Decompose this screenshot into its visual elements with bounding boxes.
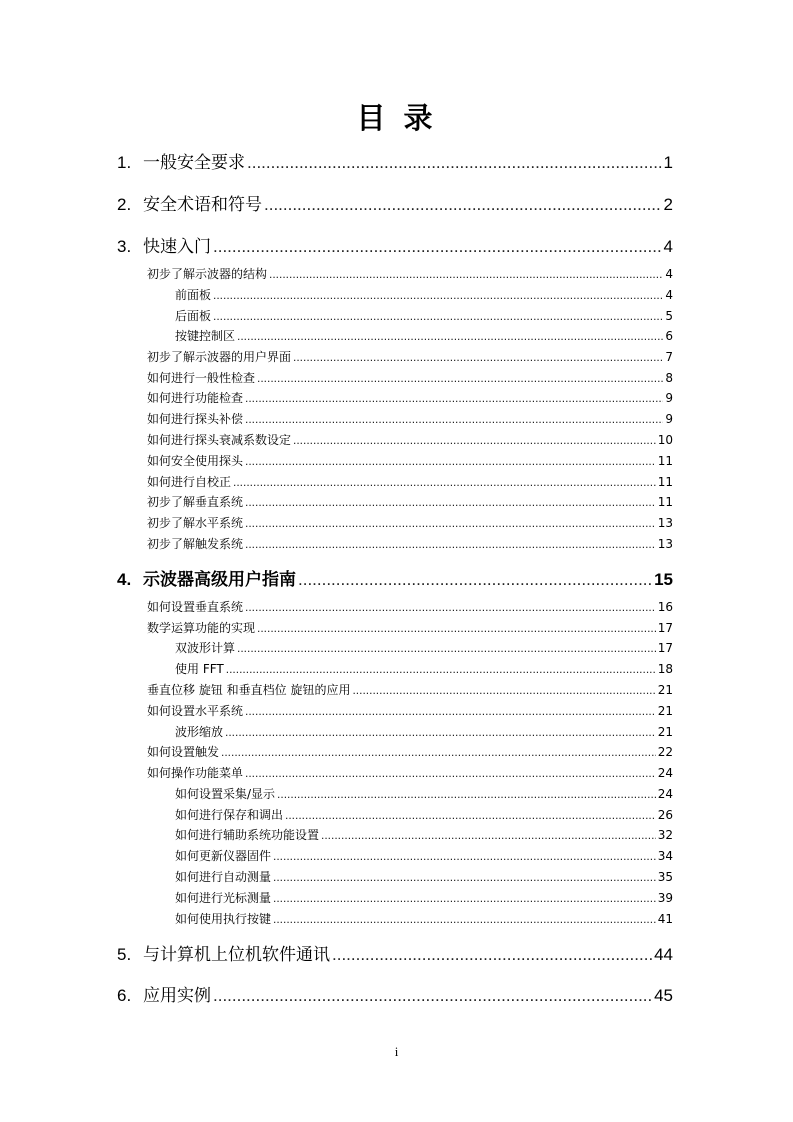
toc-leader [233,475,656,489]
toc-label: 波形缩放 [175,725,224,739]
toc-label: 初步了解示波器的用户界面 [147,350,292,364]
toc-leader [245,391,663,405]
toc-label: 与计算机上位机软件通讯 [143,945,330,964]
toc-section[interactable] [147,410,673,427]
toc-page: 4 [663,237,673,256]
toc-page: 35 [657,870,673,884]
toc-label: 初步了解示波器的结构 [147,267,268,281]
toc-page: 6 [665,329,673,343]
toc-page: 18 [657,662,673,676]
toc-chapter-2[interactable] [117,190,673,215]
toc-leader [293,433,656,447]
toc-leader [213,237,662,257]
toc-leader [245,537,656,551]
toc-section[interactable] [147,764,673,781]
toc-leader [293,350,663,364]
toc-page: 11 [657,495,673,509]
toc-page: 45 [654,986,673,1005]
toc-label: 如何进行功能检查 [147,391,244,405]
toc-page: 17 [657,641,673,655]
toc-label: 初步了解垂直系统 [147,495,244,509]
toc-page: 24 [657,787,673,801]
toc-section[interactable] [147,265,673,282]
toc-label: 如何使用执行按键 [175,912,272,926]
toc-page: 39 [657,891,673,905]
toc-label: 如何设置垂直系统 [147,600,244,614]
toc-label: 如何进行自动测量 [175,870,272,884]
toc-section[interactable] [147,369,673,386]
toc-page: 11 [657,454,673,468]
toc-section[interactable] [147,348,673,365]
toc-subsection[interactable] [175,327,673,344]
toc-leader [221,745,656,759]
toc-label: 示波器高级用户指南 [143,570,296,589]
toc-leader [245,600,656,614]
toc-page: 5 [665,309,673,323]
toc-page: 13 [657,516,673,530]
toc-subsection[interactable] [175,286,673,303]
toc-page: 44 [654,945,673,964]
toc-number: 4. [117,570,132,589]
toc-section[interactable] [147,431,673,448]
toc-chapter-6[interactable] [117,981,673,1006]
toc-section[interactable] [147,473,673,490]
toc-leader [273,870,656,884]
toc-chapter-4[interactable] [117,565,673,590]
toc-page: 9 [665,412,673,426]
toc-leader [277,787,656,801]
toc-label: 初步了解水平系统 [147,516,244,530]
toc-subsection[interactable] [175,806,673,823]
toc-label: 如何设置触发 [147,745,220,759]
toc-label: 使用 FFT [175,662,224,676]
toc-leader [237,641,656,655]
toc-chapter-1[interactable] [117,148,673,173]
toc-leader [245,454,656,468]
toc-label: 双波形计算 [175,641,236,655]
toc-leader [273,849,656,863]
toc-label: 如何进行保存和调出 [175,808,284,822]
toc-page: 2 [663,195,673,214]
toc-section[interactable] [147,452,673,469]
toc-label: 数学运算功能的实现 [147,621,256,635]
toc-page: 11 [657,475,673,489]
toc-leader [257,371,663,385]
toc-number: 3. [117,237,132,256]
toc-page: 4 [665,267,673,281]
toc-subsection[interactable] [175,847,673,864]
toc-label: 一般安全要求 [143,153,245,172]
toc-leader [213,986,652,1006]
toc-leader [269,267,663,281]
toc-chapter-3[interactable] [117,232,673,257]
toc-page: 1 [663,153,673,172]
toc-label: 如何设置采集/显示 [175,787,276,801]
toc-label: 初步了解触发系统 [147,537,244,551]
toc-subsection[interactable] [175,889,673,906]
toc-number: 6. [117,986,132,1005]
toc-page: 26 [657,808,673,822]
toc-label: 如何进行一般性检查 [147,371,256,385]
toc-page: 32 [657,828,673,842]
toc-subsection[interactable] [175,785,673,802]
toc-leader [213,288,663,302]
toc-number: 2. [117,195,132,214]
page-title: 目 录 [356,101,437,135]
toc-label: 如何操作功能菜单 [147,766,244,780]
toc-page: 8 [665,371,673,385]
toc-leader [225,725,656,739]
page-number-footer: i [394,1044,399,1059]
toc-leader [237,329,663,343]
toc-leader [321,828,656,842]
toc-page: 10 [657,433,673,447]
toc-section[interactable] [147,389,673,406]
toc-page: 21 [657,725,673,739]
toc-leader [257,621,656,635]
toc-subsection[interactable] [175,660,673,677]
toc-leader [245,766,656,780]
toc-label: 如何进行光标测量 [175,891,272,905]
toc-page: 16 [657,600,673,614]
toc-leader [352,683,655,697]
toc-leader [273,891,656,905]
toc-leader [285,808,656,822]
toc-section[interactable] [147,681,673,698]
toc-section[interactable] [147,702,673,719]
toc-page: 24 [657,766,673,780]
toc-number: 1. [117,153,132,172]
toc-page: 4 [665,288,673,302]
toc-label: 安全术语和符号 [143,195,262,214]
toc-page: 41 [657,912,673,926]
toc-page: 21 [657,704,673,718]
toc-subsection[interactable] [175,910,673,927]
toc-leader [245,495,656,509]
toc-label: 如何进行探头衰减系数设定 [147,433,292,447]
toc-section[interactable] [147,743,673,760]
toc-leader [247,153,662,173]
toc-leader [264,195,662,215]
toc-label: 后面板 [175,309,212,323]
toc-page: 15 [654,570,673,589]
toc-section[interactable] [147,535,673,552]
toc-leader [298,570,652,590]
toc-section[interactable] [147,514,673,531]
toc-label: 如何更新仪器固件 [175,849,272,863]
toc-label: 如何安全使用探头 [147,454,244,468]
toc-leader [245,516,656,530]
toc-leader [245,412,663,426]
toc-leader [245,704,656,718]
toc-label: 如何进行辅助系统功能设置 [175,828,320,842]
toc-label: 快速入门 [143,237,211,256]
toc-leader [332,945,652,965]
toc-page: 21 [657,683,673,697]
toc-page: 13 [657,537,673,551]
toc-subsection[interactable] [175,307,673,324]
toc-label: 如何设置水平系统 [147,704,244,718]
toc-label: 如何进行自校正 [147,475,232,489]
toc-label: 应用实例 [143,986,211,1005]
toc-label: 前面板 [175,288,212,302]
toc-page: 22 [657,745,673,759]
toc-chapter-5[interactable] [117,940,673,965]
toc-page: 9 [665,391,673,405]
toc-label: 按键控制区 [175,329,236,343]
toc-page: 34 [657,849,673,863]
toc-section[interactable] [147,619,673,636]
toc-label: 如何进行探头补偿 [147,412,244,426]
toc-subsection[interactable] [175,639,673,656]
toc-leader [226,662,656,676]
toc-label: 垂直位移 旋钮 和垂直档位 旋钮的应用 [147,683,351,697]
toc-leader [213,309,663,323]
toc-leader [273,912,656,926]
toc-page: 17 [657,621,673,635]
toc-subsection[interactable] [175,868,673,885]
toc-section[interactable] [147,598,673,615]
toc-section[interactable] [147,493,673,510]
toc-page: 7 [665,350,673,364]
toc-subsection[interactable] [175,723,673,740]
toc-number: 5. [117,945,132,964]
toc-subsection[interactable] [175,826,673,843]
